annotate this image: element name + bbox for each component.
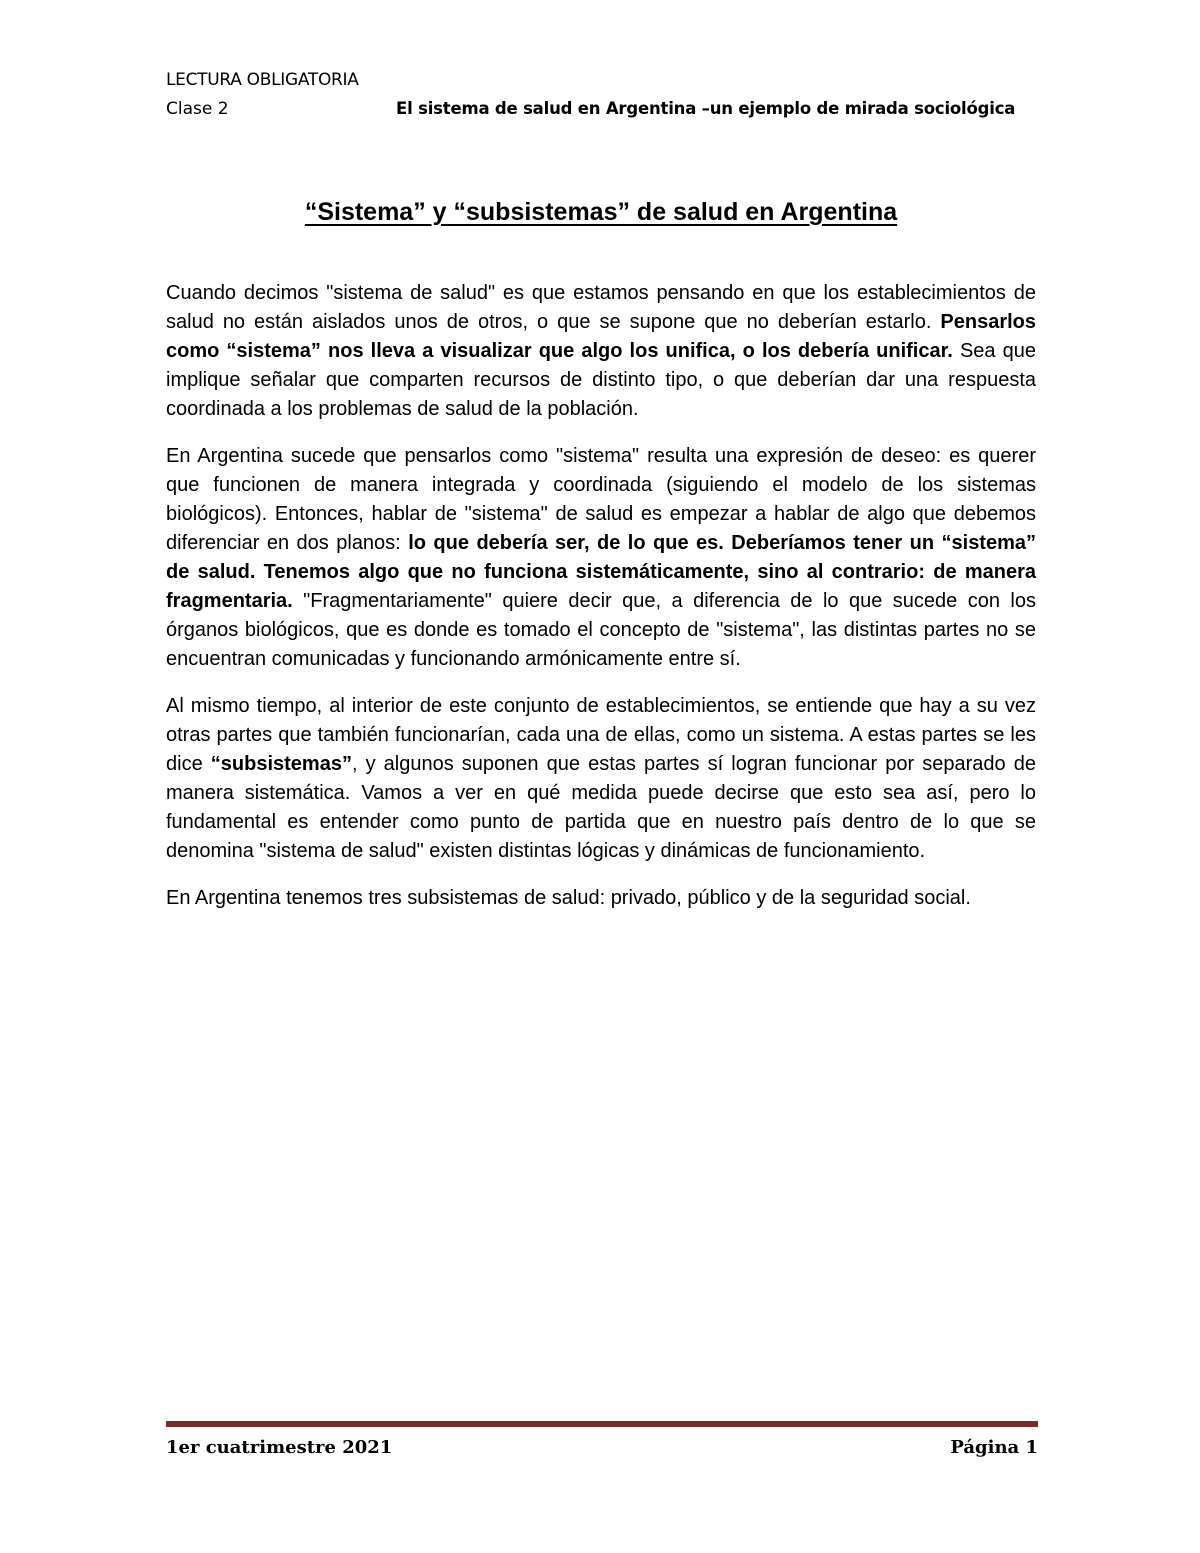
footer-term: 1er cuatrimestre 2021 xyxy=(166,1437,393,1458)
footer-rule xyxy=(166,1421,1038,1427)
paragraph-1 xyxy=(166,279,1036,424)
document-title: “Sistema” y “subsistemas” de salud en Argentina xyxy=(304,198,898,226)
paragraph-2-bold: lo que debería ser, de lo que es. Deberíamos tener un “sistema” de salud. Tenemos algo que no funciona sistemáticamente, sino al contrario: de manera fragmentaria. xyxy=(166,532,1037,612)
paragraph-2 xyxy=(166,442,1036,674)
paragraph-3-text-c: , y algunos suponen que estas partes sí logran funcionar por separado de manera sistemática. Vamos a ver en qué medida puede decirse que esto sea así, pero lo fundamental es entender como punto de partida que en nuestro país dentro de lo que se denomina "sistema de salud" existen distintas lógicas y dinámicas de funcionamiento. xyxy=(166,753,1036,862)
paragraph-1-text-a: Cuando decimos "sistema de salud" es que estamos pensando en que los establecimientos de salud no están aislados unos de otros, o que se supone que no deberían estarlo. xyxy=(166,282,1036,333)
paragraph-2-text-c: "Fragmentariamente" quiere decir que, a diferencia de lo que sucede con los órganos biológicos, que es donde es tomado el concepto de "sistema", las distintas partes no se encuentran comunicadas y funcionando armónicamente entre sí. xyxy=(166,590,1036,670)
paragraph-3 xyxy=(166,692,1036,866)
header-course: Clase 2 xyxy=(166,99,229,119)
paragraph-1-bold: Pensarlos como “sistema” nos lleva a visualizar que algo los unifica, o los debería unificar. xyxy=(166,311,1036,362)
paragraph-3-text-a: Al mismo tiempo, al interior de este conjunto de establecimientos, se entiende que hay a su vez otras partes que también funcionarían, cada una de ellas, como un sistema. A estas partes se les dice xyxy=(166,695,1036,775)
header-label: LECTURA OBLIGATORIA xyxy=(166,70,359,90)
paragraph-2-text-a: En Argentina sucede que pensarlos como "sistema" resulta una expresión de deseo: es querer que funcionen de manera integrada y coordinada (siguiendo el modelo de los sistemas biológicos). Entonces, hablar de "sistema" de salud es empezar a hablar de algo que debemos diferenciar en dos planos: xyxy=(166,445,1036,554)
document-body xyxy=(166,279,1036,931)
footer-page-number: Página 1 xyxy=(950,1437,1038,1458)
paragraph-1-text-c: Sea que implique señalar que comparten recursos de distinto tipo, o que deberían dar una respuesta coordinada a los problemas de salud de la población. xyxy=(166,340,1036,420)
paragraph-4: En Argentina tenemos tres subsistemas de salud: privado, público y de la seguridad social. xyxy=(166,887,971,909)
header-subject: El sistema de salud en Argentina –un ejemplo de mirada sociológica xyxy=(396,99,1016,118)
paragraph-3-bold: “subsistemas” xyxy=(210,753,352,775)
